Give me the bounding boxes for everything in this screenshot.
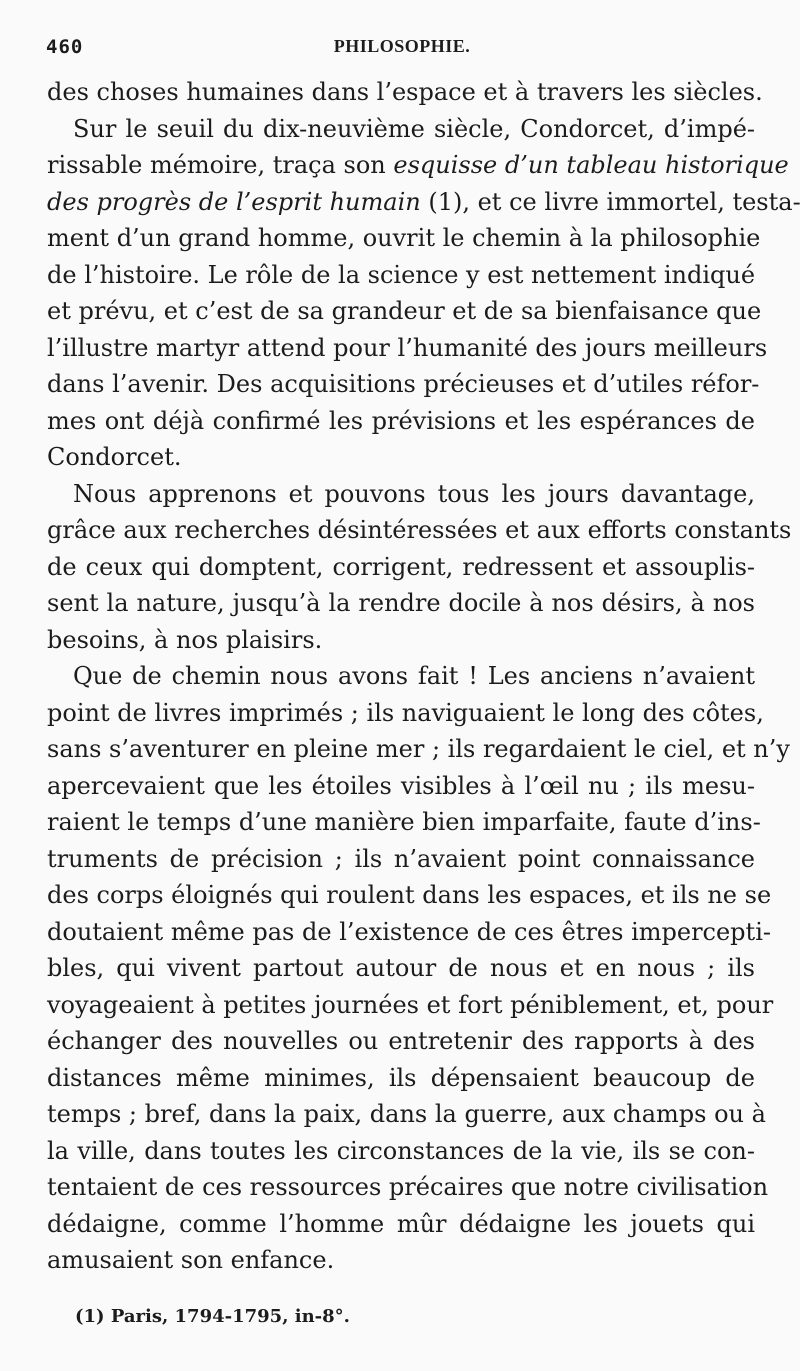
text-line xyxy=(47,403,755,440)
text-line xyxy=(47,1096,766,1133)
running-head: PHILOSOPHIE. xyxy=(333,36,471,56)
text-line-roman: amusaient son enfance. xyxy=(47,1246,335,1274)
footnote: (1) Paris, 1794-1795, in-8°. xyxy=(75,1306,350,1327)
text-line-roman: rissable mémoire, traça son xyxy=(47,151,394,179)
text-line-roman: raient le temps d’une manière bien imparfaite, faute d’ins- xyxy=(47,808,761,836)
text-line xyxy=(47,257,755,294)
text-line-roman: dans l’avenir. Des acquisitions précieuses et d’utiles réfor- xyxy=(47,370,760,398)
text-line-roman: et prévu, et c’est de sa grandeur et de sa bienfaisance que xyxy=(47,297,762,325)
text-line-roman: échanger des nouvelles ou entretenir des rapports à des xyxy=(47,1027,755,1055)
text-line-roman: temps ; bref, dans la paix, dans la guerre, aux champs ou à xyxy=(47,1100,766,1128)
text-line xyxy=(47,804,761,841)
text-line xyxy=(47,74,763,111)
text-line-tail: (1), et ce livre immortel, testa- xyxy=(420,187,801,216)
text-line-roman: sans s’aventurer en pleine mer ; ils regardaient le ciel, et n’y xyxy=(47,735,790,763)
text-line-roman: des corps éloignés qui roulent dans les espaces, et ils ne se xyxy=(47,881,772,909)
text-line-roman: bles, qui vivent partout autour de nous et en nous ; ils xyxy=(47,954,755,982)
text-line xyxy=(47,731,790,768)
text-line-roman: ment d’un grand homme, ouvrit le chemin à la philosophie xyxy=(47,224,761,252)
text-line-roman: Sur le seuil du dix-neuvième siècle, Condorcet, d’impé- xyxy=(73,114,755,143)
text-line xyxy=(47,1169,769,1206)
text-line xyxy=(47,950,755,987)
text-line xyxy=(47,1023,755,1060)
text-line xyxy=(47,366,760,403)
text-line-roman: Nous apprenons et pouvons tous les jours davantage, xyxy=(73,479,755,508)
text-line-italic: des progrès de l’esprit humain xyxy=(47,187,421,216)
text-line xyxy=(47,658,755,695)
text-line-roman: distances même minimes, ils dépensaient beaucoup de xyxy=(47,1063,755,1092)
text-line-roman: l’illustre martyr attend pour l’humanité des jours meilleurs xyxy=(47,333,768,362)
text-line xyxy=(47,330,768,367)
text-line-roman: tentaient de ces ressources précaires que notre civilisation xyxy=(47,1173,769,1201)
text-line-roman: la ville, dans toutes les circonstances de la vie, ils se con- xyxy=(47,1136,755,1165)
text-line xyxy=(47,914,771,951)
text-line-roman: besoins, à nos plaisirs. xyxy=(47,625,323,654)
body-text xyxy=(47,74,801,1279)
text-line xyxy=(47,695,764,732)
text-line-roman: apercevaient que les étoiles visibles à l’œil nu ; ils mesu- xyxy=(47,771,755,800)
text-line xyxy=(47,1242,755,1279)
text-line xyxy=(47,1133,755,1170)
text-line xyxy=(47,476,755,513)
text-line xyxy=(47,220,761,257)
text-line-roman: mes ont déjà confirmé les prévisions et les espérances de xyxy=(47,406,755,435)
text-line-roman: de ceux qui domptent, corrigent, redressent et assouplis- xyxy=(47,552,755,581)
text-line-roman: truments de précision ; ils n’avaient point connaissance xyxy=(47,844,755,873)
text-line xyxy=(47,147,789,184)
text-line xyxy=(47,768,755,805)
text-line xyxy=(47,1060,755,1097)
text-line-roman: Condorcet. xyxy=(47,443,182,471)
text-line-roman: dédaigne, comme l’homme mûr dédaigne les jouets qui xyxy=(47,1209,755,1238)
text-line xyxy=(47,877,772,914)
text-line xyxy=(47,1206,755,1243)
text-line xyxy=(47,111,755,148)
page-number: 460 xyxy=(46,36,84,58)
text-line-roman: point de livres imprimés ; ils naviguaient le long des côtes, xyxy=(47,698,764,727)
text-line xyxy=(47,184,801,221)
text-line-roman: doutaient même pas de l’existence de ces êtres impercepti- xyxy=(47,917,771,946)
text-line xyxy=(47,585,755,622)
text-line xyxy=(47,987,774,1024)
text-line xyxy=(47,622,755,659)
text-line-roman: voyageaient à petites journées et fort péniblement, et, pour xyxy=(47,990,774,1019)
text-line xyxy=(47,512,792,549)
text-line xyxy=(47,439,755,476)
page-header xyxy=(46,36,758,62)
text-line xyxy=(47,293,762,330)
text-line-roman: Que de chemin nous avons fait ! Les anciens n’avaient xyxy=(73,662,755,690)
text-line xyxy=(47,549,755,586)
text-line-italic: esquisse d’un tableau historique xyxy=(393,151,789,179)
text-line xyxy=(47,841,755,878)
text-line-roman: des choses humaines dans l’espace et à travers les siècles. xyxy=(47,78,763,106)
text-line-roman: grâce aux recherches désintéressées et aux efforts constants xyxy=(47,516,792,544)
text-line-roman: de l’histoire. Le rôle de la science y est nettement indiqué xyxy=(47,260,756,289)
text-line-roman: sent la nature, jusqu’à la rendre docile à nos désirs, à nos xyxy=(47,589,755,617)
